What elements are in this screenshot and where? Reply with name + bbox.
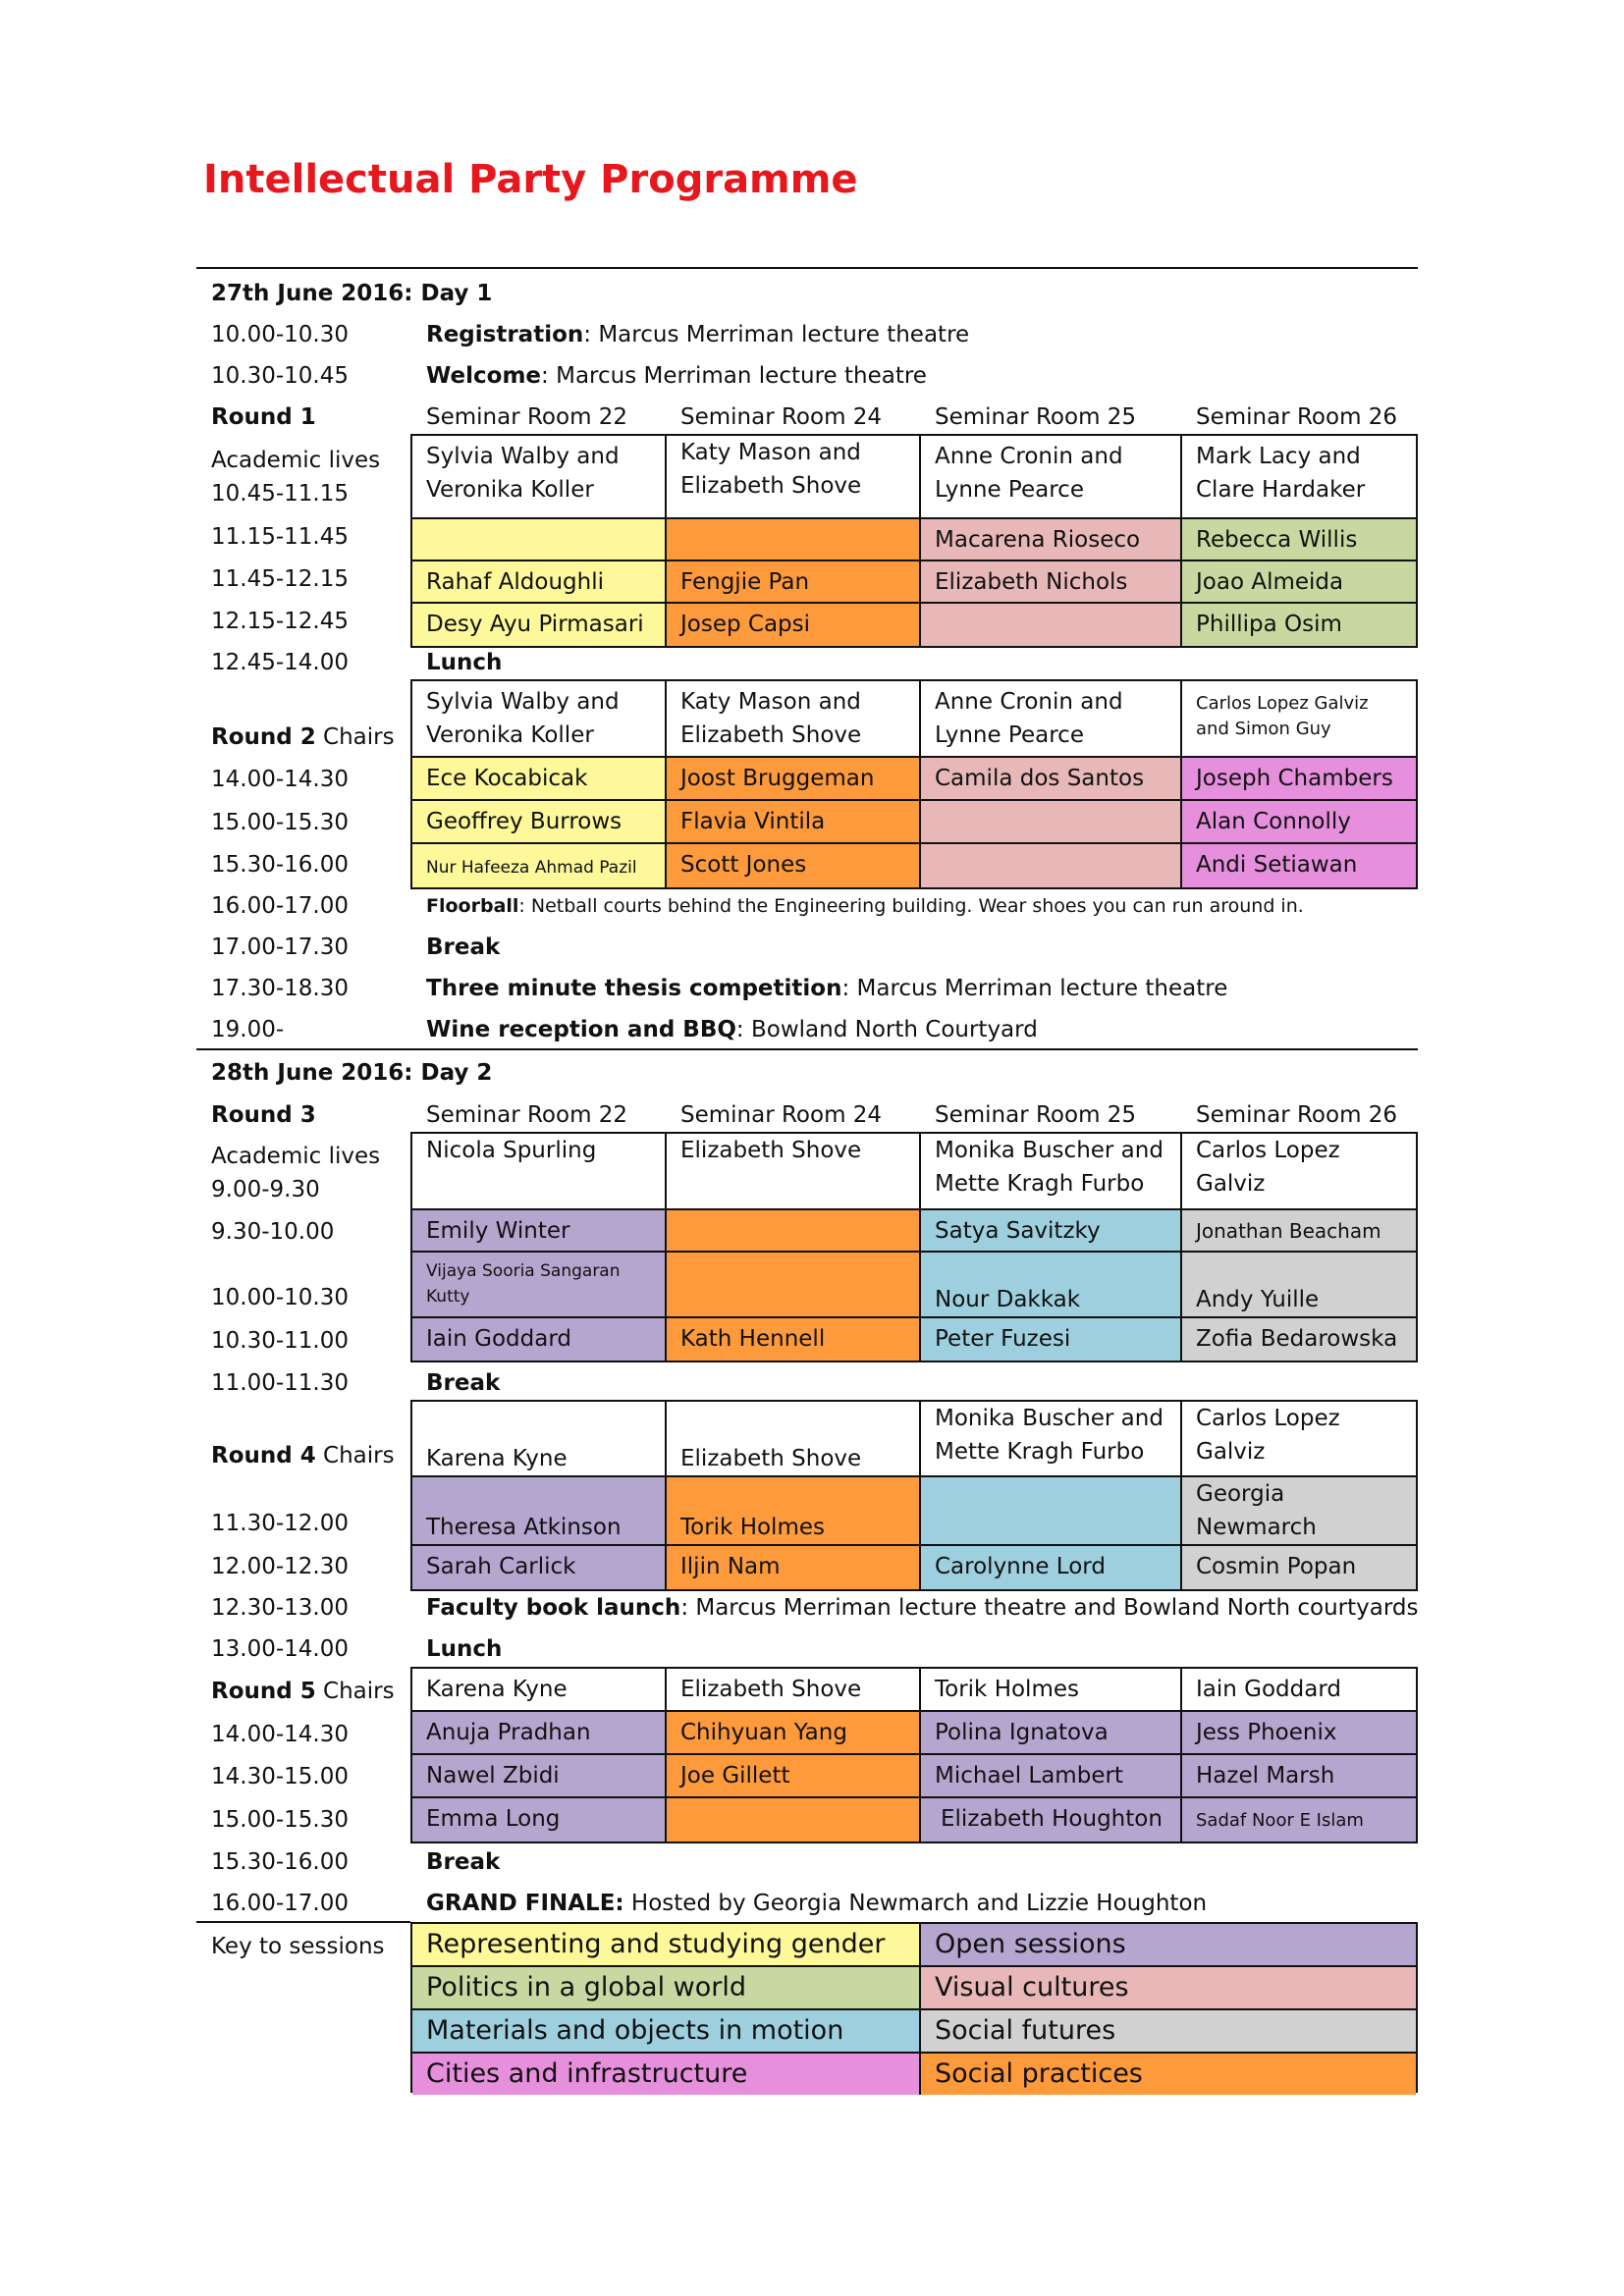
time-label: 11.30-12.00: [211, 1511, 349, 1536]
time-label: 12.15-12.45: [211, 609, 349, 634]
day1-heading: 27th June 2016: Day 1: [211, 281, 493, 306]
chair-cell: Katy Mason and Elizabeth Shove: [667, 436, 921, 519]
divider: [196, 1921, 410, 1923]
key-legend: [410, 1922, 1418, 2093]
thesis-label: Three minute thesis competition: [426, 976, 842, 1001]
round4-table: [410, 1400, 1418, 1591]
chair-cell: Sylvia Walby and Veronika Koller: [412, 681, 667, 758]
session-cell: Elizabeth Nichols: [921, 561, 1182, 604]
floorball-label: Floorball: [426, 895, 519, 917]
session-cell: Macarena Rioseco: [921, 519, 1182, 561]
break-label: Break: [426, 1370, 501, 1396]
time-label: 16.00-17.00: [211, 893, 349, 919]
session-cell: Geoffrey Burrows: [412, 801, 667, 844]
session-cell: Nur Hafeeza Ahmad Pazil: [412, 844, 667, 887]
session-cell: Theresa Atkinson: [412, 1477, 667, 1546]
session-cell: Iain Goddard: [412, 1318, 667, 1361]
time-label: 15.30-16.00: [211, 852, 349, 878]
session-cell: Chihyuan Yang: [667, 1712, 921, 1755]
chair-cell: Carlos Lopez Galviz: [1182, 1402, 1416, 1477]
session-cell: Rebecca Willis: [1182, 519, 1416, 561]
session-label: Academic lives: [211, 1144, 381, 1169]
time-label: 9.00-9.30: [211, 1177, 320, 1202]
key-item: Social practices: [921, 2054, 1416, 2095]
round-chairs-label: [211, 1675, 395, 1708]
registration-line: [426, 318, 969, 351]
time-label: 14.30-15.00: [211, 1764, 349, 1789]
chair-cell: Karena Kyne: [412, 1669, 667, 1712]
session-cell: Michael Lambert: [921, 1755, 1182, 1798]
session-cell: Emma Long: [412, 1798, 667, 1842]
key-label: Key to sessions: [211, 1934, 385, 1959]
chair-cell: Anne Cronin and Lynne Pearce: [921, 436, 1182, 519]
chair-cell: Monika Buscher and Mette Kragh Furbo: [921, 1402, 1182, 1477]
session-cell: Fengjie Pan: [667, 561, 921, 604]
session-cell: Vijaya Sooria Sangaran Kutty: [412, 1253, 667, 1318]
chair-cell: Carlos Lopez Galviz: [1182, 1134, 1416, 1210]
registration-label: Registration: [426, 322, 584, 347]
session-cell: Alan Connolly: [1182, 801, 1416, 844]
session-cell: Satya Savitzky: [921, 1210, 1182, 1253]
time-label: 15.00-15.30: [211, 810, 349, 835]
time-label: 9.30-10.00: [211, 1219, 335, 1245]
wine-line: [426, 1013, 1038, 1046]
wine-label: Wine reception and BBQ: [426, 1017, 736, 1042]
welcome-text: : Marcus Merriman lecture theatre: [541, 363, 927, 389]
session-cell: Kath Hennell: [667, 1318, 921, 1361]
finale-label: GRAND FINALE:: [426, 1891, 624, 1916]
time-label: 10.00-10.30: [211, 322, 349, 347]
session-cell: Hazel Marsh: [1182, 1755, 1416, 1798]
thesis-line: [426, 972, 1227, 1005]
session-cell: Jess Phoenix: [1182, 1712, 1416, 1755]
chairs-word: Chairs: [315, 724, 395, 750]
session-cell: Emily Winter: [412, 1210, 667, 1253]
session-cell: Zofia Bedarowska: [1182, 1318, 1416, 1361]
session-cell: [667, 1798, 921, 1842]
session-cell: Jonathan Beacham: [1182, 1210, 1416, 1253]
time-label: 16.00-17.00: [211, 1891, 349, 1916]
time-label: 10.30-10.45: [211, 363, 349, 389]
time-label: 10.00-10.30: [211, 1285, 349, 1310]
chair-cell: Carlos Lopez Galviz and Simon Guy: [1182, 681, 1416, 758]
welcome-line: [426, 359, 927, 393]
session-cell: Iljin Nam: [667, 1546, 921, 1589]
chair-cell: Sylvia Walby and Veronika Koller: [412, 436, 667, 519]
key-item: Materials and objects in motion: [412, 2010, 921, 2054]
round-chairs-label: [211, 1439, 395, 1472]
book-launch-text: : Marcus Merriman lecture theatre and Bowland North courtyards: [680, 1595, 1419, 1621]
session-cell: Sarah Carlick: [412, 1546, 667, 1589]
session-cell: Elizabeth Houghton: [921, 1798, 1182, 1842]
time-label: 14.00-14.30: [211, 1722, 349, 1747]
time-label: 12.00-12.30: [211, 1554, 349, 1579]
chair-cell: Elizabeth Shove: [667, 1669, 921, 1712]
round1-table: [410, 434, 1418, 648]
key-item: Politics in a global world: [412, 1967, 921, 2010]
wine-text: : Bowland North Courtyard: [735, 1017, 1038, 1042]
session-cell: Phillipa Osim: [1182, 604, 1416, 646]
time-label: 10.30-11.00: [211, 1328, 349, 1354]
time-label: 11.15-11.45: [211, 524, 349, 550]
session-cell: Polina Ignatova: [921, 1712, 1182, 1755]
time-label: 12.45-14.00: [211, 650, 349, 675]
time-label: 14.00-14.30: [211, 767, 349, 792]
session-cell: Carolynne Lord: [921, 1546, 1182, 1589]
floorball-line: [426, 889, 1304, 923]
time-label: 11.00-11.30: [211, 1370, 349, 1396]
session-cell: Sadaf Noor E Islam: [1182, 1798, 1416, 1842]
session-cell: [667, 519, 921, 561]
session-cell: Flavia Vintila: [667, 801, 921, 844]
registration-text: : Marcus Merriman lecture theatre: [583, 322, 970, 347]
finale-line: [426, 1887, 1207, 1920]
welcome-label: Welcome: [426, 363, 542, 389]
chair-cell: Iain Goddard: [1182, 1669, 1416, 1712]
chair-cell: Mark Lacy and Clare Hardaker: [1182, 436, 1416, 519]
page-title: Intellectual Party Programme: [203, 157, 858, 202]
session-cell: [921, 1477, 1182, 1546]
round-label: Round 2: [211, 724, 316, 750]
chair-cell: Monika Buscher and Mette Kragh Furbo: [921, 1134, 1182, 1210]
chair-cell: Nicola Spurling: [412, 1134, 667, 1210]
session-cell: Joao Almeida: [1182, 561, 1416, 604]
room-header: Seminar Room 26: [1196, 404, 1398, 430]
room-header: Seminar Room 22: [426, 404, 628, 430]
room-header: Seminar Room 24: [680, 404, 883, 430]
round-chairs-label: [211, 721, 395, 754]
session-cell: Andy Yuille: [1182, 1253, 1416, 1318]
session-cell: Nour Dakkak: [921, 1253, 1182, 1318]
round-label: Round 3: [211, 1102, 316, 1128]
room-header: Seminar Room 22: [426, 1102, 628, 1128]
time-label: 19.00-: [211, 1017, 285, 1042]
room-header: Seminar Room 25: [935, 404, 1137, 430]
session-cell: Ece Kocabicak: [412, 758, 667, 801]
round-label: Round 1: [211, 404, 316, 430]
chair-cell: Elizabeth Shove: [667, 1402, 921, 1477]
chair-cell: Anne Cronin and Lynne Pearce: [921, 681, 1182, 758]
session-cell: Georgia Newmarch: [1182, 1477, 1416, 1546]
session-cell: Peter Fuzesi: [921, 1318, 1182, 1361]
session-cell: [667, 1253, 921, 1318]
round5-table: [410, 1667, 1418, 1843]
chair-cell: Katy Mason and Elizabeth Shove: [667, 681, 921, 758]
lunch-label: Lunch: [426, 1636, 503, 1662]
session-cell: Josep Capsi: [667, 604, 921, 646]
break-label: Break: [426, 934, 501, 960]
session-cell: Joost Bruggeman: [667, 758, 921, 801]
session-cell: Joseph Chambers: [1182, 758, 1416, 801]
room-header: Seminar Room 24: [680, 1102, 883, 1128]
day2-heading: 28th June 2016: Day 2: [211, 1060, 493, 1086]
session-cell: Rahaf Aldoughli: [412, 561, 667, 604]
time-label: 15.30-16.00: [211, 1849, 349, 1875]
session-cell: [667, 1210, 921, 1253]
round-label: Round 5: [211, 1679, 316, 1704]
round3-table: [410, 1132, 1418, 1362]
session-cell: [412, 519, 667, 561]
time-label: 12.30-13.00: [211, 1595, 349, 1621]
time-label: 17.00-17.30: [211, 934, 349, 960]
round2-table: [410, 679, 1418, 889]
key-item: Open sessions: [921, 1924, 1416, 1967]
session-cell: Nawel Zbidi: [412, 1755, 667, 1798]
room-header: Seminar Room 25: [935, 1102, 1137, 1128]
session-label: Academic lives: [211, 448, 381, 473]
key-item: Visual cultures: [921, 1967, 1416, 2010]
key-item: Social futures: [921, 2010, 1416, 2054]
chair-cell: Torik Holmes: [921, 1669, 1182, 1712]
break-label: Break: [426, 1849, 501, 1875]
round-label: Round 4: [211, 1443, 316, 1468]
chair-cell: Karena Kyne: [412, 1402, 667, 1477]
session-cell: Anuja Pradhan: [412, 1712, 667, 1755]
session-cell: [921, 844, 1182, 887]
room-header: Seminar Room 26: [1196, 1102, 1398, 1128]
divider: [196, 1048, 1418, 1050]
session-cell: Scott Jones: [667, 844, 921, 887]
book-launch-line: [426, 1591, 1419, 1625]
session-cell: Camila dos Santos: [921, 758, 1182, 801]
time-label: 15.00-15.30: [211, 1807, 349, 1833]
floorball-text: : Netball courts behind the Engineering building. Wear shoes you can run around in.: [518, 895, 1304, 917]
chairs-word: Chairs: [315, 1443, 395, 1468]
session-cell: Torik Holmes: [667, 1477, 921, 1546]
finale-text: Hosted by Georgia Newmarch and Lizzie Houghton: [623, 1891, 1208, 1916]
chairs-word: Chairs: [315, 1679, 395, 1704]
lunch-label: Lunch: [426, 650, 503, 675]
key-item: Cities and infrastructure: [412, 2054, 921, 2095]
session-cell: Desy Ayu Pirmasari: [412, 604, 667, 646]
book-launch-label: Faculty book launch: [426, 1595, 681, 1621]
divider: [196, 267, 1418, 269]
time-label: 13.00-14.00: [211, 1636, 349, 1662]
time-label: 10.45-11.15: [211, 481, 349, 507]
session-cell: Joe Gillett: [667, 1755, 921, 1798]
time-label: 17.30-18.30: [211, 976, 349, 1001]
session-cell: [921, 801, 1182, 844]
thesis-text: : Marcus Merriman lecture theatre: [841, 976, 1228, 1001]
key-item: Representing and studying gender: [412, 1924, 921, 1967]
time-label: 11.45-12.15: [211, 566, 349, 592]
session-cell: [921, 604, 1182, 646]
session-cell: Andi Setiawan: [1182, 844, 1416, 887]
session-cell: Cosmin Popan: [1182, 1546, 1416, 1589]
chair-cell: Elizabeth Shove: [667, 1134, 921, 1210]
